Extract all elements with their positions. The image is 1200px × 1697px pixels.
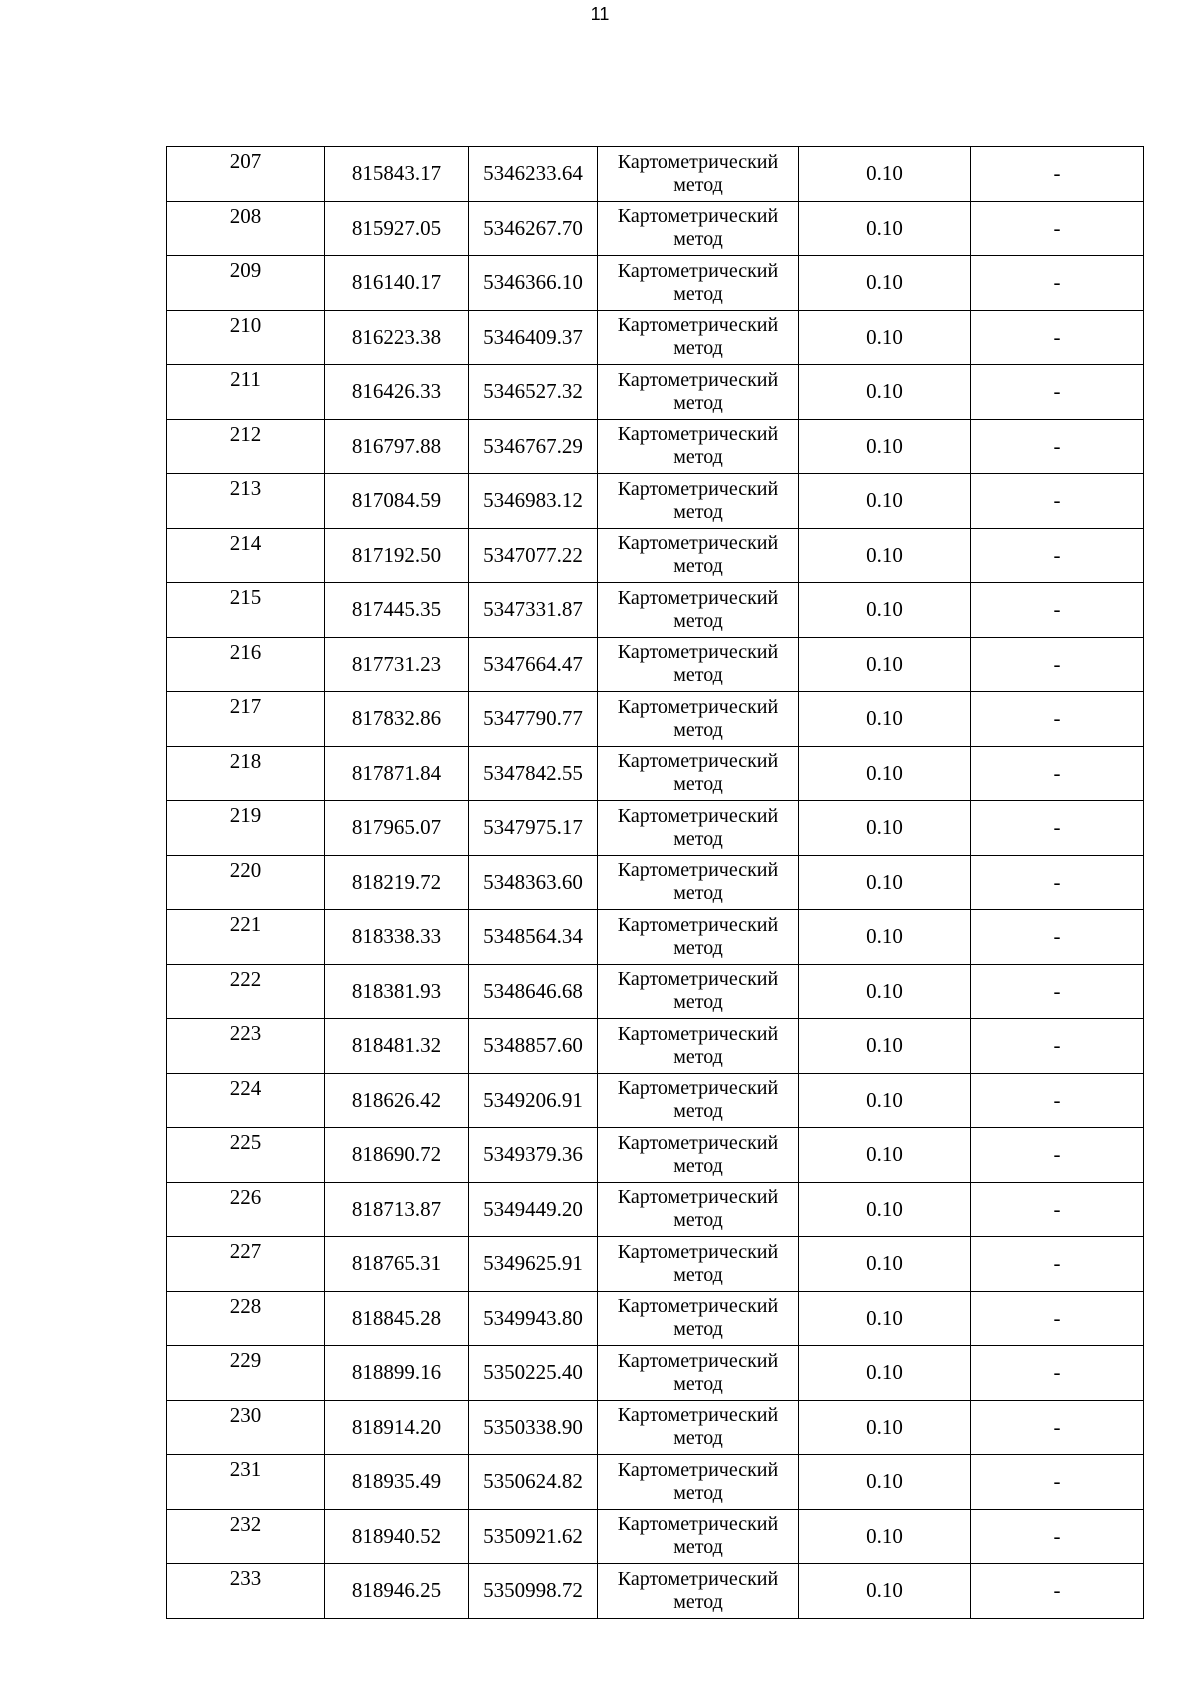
- point-number-cell: 211: [167, 365, 325, 420]
- method-cell: [598, 964, 799, 1019]
- method-line-2: метод: [673, 936, 723, 959]
- x-coordinate-cell: 818765.31: [325, 1237, 469, 1292]
- method-line-2: метод: [673, 827, 723, 850]
- method-cell: [598, 1182, 799, 1237]
- x-coordinate-cell: 818481.32: [325, 1019, 469, 1074]
- table-row: [167, 1400, 1144, 1455]
- method-line-1: Картометрический: [617, 477, 779, 500]
- accuracy-cell: 0.10: [799, 1073, 971, 1128]
- accuracy-cell: 0.10: [799, 365, 971, 420]
- y-coordinate-cell: 5348857.60: [469, 1019, 598, 1074]
- method-line-1: Картометрический: [617, 259, 779, 282]
- x-coordinate-cell: 815927.05: [325, 201, 469, 256]
- y-coordinate-cell: 5349206.91: [469, 1073, 598, 1128]
- table-row: [167, 910, 1144, 965]
- table-row: [167, 1073, 1144, 1128]
- coordinates-table: [166, 146, 1144, 1619]
- accuracy-cell: 0.10: [799, 692, 971, 747]
- method-line-2: метод: [673, 1318, 723, 1341]
- method-line-2: метод: [673, 337, 723, 360]
- method-cell: [598, 1455, 799, 1510]
- table-row: [167, 365, 1144, 420]
- x-coordinate-cell: 815843.17: [325, 147, 469, 202]
- method-cell: [598, 1400, 799, 1455]
- method-line-2: метод: [673, 609, 723, 632]
- point-number-cell: 208: [167, 201, 325, 256]
- table-row: [167, 855, 1144, 910]
- table-row: [167, 1019, 1144, 1074]
- method-cell: [598, 1128, 799, 1183]
- method-cell: [598, 1291, 799, 1346]
- method-line-2: метод: [673, 1209, 723, 1232]
- table-row: [167, 692, 1144, 747]
- method-cell: [598, 855, 799, 910]
- y-coordinate-cell: 5347331.87: [469, 583, 598, 638]
- accuracy-cell: 0.10: [799, 1346, 971, 1401]
- method-line-1: Картометрический: [617, 1295, 779, 1318]
- y-coordinate-cell: 5347842.55: [469, 746, 598, 801]
- y-coordinate-cell: 5346233.64: [469, 147, 598, 202]
- accuracy-cell: 0.10: [799, 474, 971, 529]
- method-cell: [598, 474, 799, 529]
- x-coordinate-cell: 817832.86: [325, 692, 469, 747]
- point-number-cell: 232: [167, 1509, 325, 1564]
- note-cell: -: [971, 583, 1144, 638]
- note-cell: -: [971, 1182, 1144, 1237]
- point-number-cell: 225: [167, 1128, 325, 1183]
- point-number-cell: 221: [167, 910, 325, 965]
- accuracy-cell: 0.10: [799, 310, 971, 365]
- x-coordinate-cell: 818338.33: [325, 910, 469, 965]
- note-cell: -: [971, 910, 1144, 965]
- point-number-cell: 212: [167, 419, 325, 474]
- method-line-2: метод: [673, 173, 723, 196]
- y-coordinate-cell: 5350624.82: [469, 1455, 598, 1510]
- point-number-cell: 220: [167, 855, 325, 910]
- method-line-1: Картометрический: [617, 423, 779, 446]
- y-coordinate-cell: 5346267.70: [469, 201, 598, 256]
- x-coordinate-cell: 818381.93: [325, 964, 469, 1019]
- note-cell: -: [971, 1564, 1144, 1619]
- method-line-1: Картометрический: [617, 1567, 779, 1590]
- table-row: [167, 528, 1144, 583]
- method-cell: [598, 201, 799, 256]
- table-row: [167, 419, 1144, 474]
- note-cell: -: [971, 419, 1144, 474]
- method-line-1: Картометрический: [617, 314, 779, 337]
- method-line-1: Картометрический: [617, 150, 779, 173]
- accuracy-cell: 0.10: [799, 528, 971, 583]
- point-number-cell: 213: [167, 474, 325, 529]
- table-row: [167, 1291, 1144, 1346]
- y-coordinate-cell: 5347975.17: [469, 801, 598, 856]
- y-coordinate-cell: 5349943.80: [469, 1291, 598, 1346]
- method-line-2: метод: [673, 500, 723, 523]
- method-line-2: метод: [673, 1481, 723, 1504]
- table-row: [167, 746, 1144, 801]
- accuracy-cell: 0.10: [799, 147, 971, 202]
- point-number-cell: 223: [167, 1019, 325, 1074]
- method-cell: [598, 365, 799, 420]
- method-cell: [598, 1019, 799, 1074]
- method-line-2: метод: [673, 391, 723, 414]
- method-line-2: метод: [673, 991, 723, 1014]
- table-row: [167, 1455, 1144, 1510]
- x-coordinate-cell: 818690.72: [325, 1128, 469, 1183]
- x-coordinate-cell: 818845.28: [325, 1291, 469, 1346]
- note-cell: -: [971, 528, 1144, 583]
- method-cell: [598, 583, 799, 638]
- accuracy-cell: 0.10: [799, 964, 971, 1019]
- table-row: [167, 310, 1144, 365]
- x-coordinate-cell: 818713.87: [325, 1182, 469, 1237]
- point-number-cell: 224: [167, 1073, 325, 1128]
- x-coordinate-cell: 818219.72: [325, 855, 469, 910]
- method-cell: [598, 256, 799, 311]
- accuracy-cell: 0.10: [799, 1400, 971, 1455]
- note-cell: -: [971, 637, 1144, 692]
- note-cell: -: [971, 1509, 1144, 1564]
- note-cell: -: [971, 1073, 1144, 1128]
- point-number-cell: 217: [167, 692, 325, 747]
- method-line-1: Картометрический: [617, 859, 779, 882]
- method-line-1: Картометрический: [617, 641, 779, 664]
- accuracy-cell: 0.10: [799, 1019, 971, 1074]
- accuracy-cell: 0.10: [799, 1509, 971, 1564]
- note-cell: -: [971, 746, 1144, 801]
- x-coordinate-cell: 817192.50: [325, 528, 469, 583]
- note-cell: -: [971, 1291, 1144, 1346]
- y-coordinate-cell: 5348363.60: [469, 855, 598, 910]
- method-line-2: метод: [673, 446, 723, 469]
- accuracy-cell: 0.10: [799, 637, 971, 692]
- method-line-1: Картометрический: [617, 368, 779, 391]
- x-coordinate-cell: 816140.17: [325, 256, 469, 311]
- page-number: 11: [590, 4, 610, 24]
- point-number-cell: 214: [167, 528, 325, 583]
- table-row: [167, 1346, 1144, 1401]
- x-coordinate-cell: 817084.59: [325, 474, 469, 529]
- method-line-2: метод: [673, 228, 723, 251]
- point-number-cell: 230: [167, 1400, 325, 1455]
- table-row: [167, 1182, 1144, 1237]
- method-line-2: метод: [673, 1263, 723, 1286]
- method-cell: [598, 147, 799, 202]
- method-line-1: Картометрический: [617, 804, 779, 827]
- point-number-cell: 231: [167, 1455, 325, 1510]
- point-number-cell: 229: [167, 1346, 325, 1401]
- method-line-2: метод: [673, 882, 723, 905]
- table-row: [167, 1237, 1144, 1292]
- table-row: [167, 201, 1144, 256]
- point-number-cell: 222: [167, 964, 325, 1019]
- y-coordinate-cell: 5346409.37: [469, 310, 598, 365]
- table-row: [167, 1509, 1144, 1564]
- method-cell: [598, 692, 799, 747]
- x-coordinate-cell: 818626.42: [325, 1073, 469, 1128]
- method-cell: [598, 637, 799, 692]
- method-cell: [598, 1509, 799, 1564]
- table-row: [167, 964, 1144, 1019]
- x-coordinate-cell: 818946.25: [325, 1564, 469, 1619]
- y-coordinate-cell: 5347077.22: [469, 528, 598, 583]
- method-line-2: метод: [673, 1590, 723, 1613]
- point-number-cell: 228: [167, 1291, 325, 1346]
- point-number-cell: 233: [167, 1564, 325, 1619]
- method-line-1: Картометрический: [617, 1022, 779, 1045]
- x-coordinate-cell: 816797.88: [325, 419, 469, 474]
- accuracy-cell: 0.10: [799, 746, 971, 801]
- note-cell: -: [971, 310, 1144, 365]
- accuracy-cell: 0.10: [799, 1291, 971, 1346]
- y-coordinate-cell: 5349625.91: [469, 1237, 598, 1292]
- method-cell: [598, 910, 799, 965]
- y-coordinate-cell: 5348646.68: [469, 964, 598, 1019]
- method-line-2: метод: [673, 664, 723, 687]
- y-coordinate-cell: 5349379.36: [469, 1128, 598, 1183]
- point-number-cell: 210: [167, 310, 325, 365]
- accuracy-cell: 0.10: [799, 1182, 971, 1237]
- method-cell: [598, 1237, 799, 1292]
- y-coordinate-cell: 5346983.12: [469, 474, 598, 529]
- y-coordinate-cell: 5349449.20: [469, 1182, 598, 1237]
- y-coordinate-cell: 5350338.90: [469, 1400, 598, 1455]
- note-cell: -: [971, 855, 1144, 910]
- x-coordinate-cell: 818914.20: [325, 1400, 469, 1455]
- point-number-cell: 216: [167, 637, 325, 692]
- table-row: [167, 1128, 1144, 1183]
- point-number-cell: 226: [167, 1182, 325, 1237]
- y-coordinate-cell: 5350921.62: [469, 1509, 598, 1564]
- note-cell: -: [971, 365, 1144, 420]
- accuracy-cell: 0.10: [799, 1128, 971, 1183]
- note-cell: -: [971, 256, 1144, 311]
- x-coordinate-cell: 818935.49: [325, 1455, 469, 1510]
- y-coordinate-cell: 5346767.29: [469, 419, 598, 474]
- note-cell: -: [971, 1128, 1144, 1183]
- x-coordinate-cell: 817871.84: [325, 746, 469, 801]
- point-number-cell: 209: [167, 256, 325, 311]
- method-cell: [598, 528, 799, 583]
- method-cell: [598, 746, 799, 801]
- x-coordinate-cell: 817965.07: [325, 801, 469, 856]
- table-row: [167, 637, 1144, 692]
- y-coordinate-cell: 5350225.40: [469, 1346, 598, 1401]
- note-cell: -: [971, 1400, 1144, 1455]
- method-line-1: Картометрический: [617, 586, 779, 609]
- x-coordinate-cell: 816426.33: [325, 365, 469, 420]
- y-coordinate-cell: 5350998.72: [469, 1564, 598, 1619]
- point-number-cell: 219: [167, 801, 325, 856]
- note-cell: -: [971, 1346, 1144, 1401]
- point-number-cell: 215: [167, 583, 325, 638]
- note-cell: -: [971, 1455, 1144, 1510]
- table-row: [167, 801, 1144, 856]
- y-coordinate-cell: 5347790.77: [469, 692, 598, 747]
- method-line-2: метод: [673, 1100, 723, 1123]
- x-coordinate-cell: 816223.38: [325, 310, 469, 365]
- accuracy-cell: 0.10: [799, 1237, 971, 1292]
- method-line-2: метод: [673, 282, 723, 305]
- x-coordinate-cell: 818899.16: [325, 1346, 469, 1401]
- x-coordinate-cell: 817445.35: [325, 583, 469, 638]
- method-line-1: Картометрический: [617, 1349, 779, 1372]
- method-line-1: Картометрический: [617, 532, 779, 555]
- table-row: [167, 583, 1144, 638]
- method-line-1: Картометрический: [617, 695, 779, 718]
- table-row: [167, 474, 1144, 529]
- coordinates-table-body: [167, 147, 1144, 1619]
- accuracy-cell: 0.10: [799, 1564, 971, 1619]
- method-line-2: метод: [673, 773, 723, 796]
- method-line-1: Картометрический: [617, 1513, 779, 1536]
- accuracy-cell: 0.10: [799, 201, 971, 256]
- x-coordinate-cell: 817731.23: [325, 637, 469, 692]
- method-line-1: Картометрический: [617, 1240, 779, 1263]
- note-cell: -: [971, 1019, 1144, 1074]
- method-line-1: Картометрический: [617, 1186, 779, 1209]
- point-number-cell: 227: [167, 1237, 325, 1292]
- method-cell: [598, 310, 799, 365]
- method-line-2: метод: [673, 1536, 723, 1559]
- note-cell: -: [971, 1237, 1144, 1292]
- point-number-cell: 207: [167, 147, 325, 202]
- table-row: [167, 147, 1144, 202]
- method-line-1: Картометрический: [617, 913, 779, 936]
- note-cell: -: [971, 692, 1144, 747]
- method-cell: [598, 1073, 799, 1128]
- method-line-1: Картометрический: [617, 968, 779, 991]
- accuracy-cell: 0.10: [799, 910, 971, 965]
- method-cell: [598, 1564, 799, 1619]
- note-cell: -: [971, 474, 1144, 529]
- method-cell: [598, 419, 799, 474]
- accuracy-cell: 0.10: [799, 419, 971, 474]
- method-line-1: Картометрический: [617, 1077, 779, 1100]
- note-cell: -: [971, 147, 1144, 202]
- x-coordinate-cell: 818940.52: [325, 1509, 469, 1564]
- accuracy-cell: 0.10: [799, 801, 971, 856]
- method-line-2: метод: [673, 1154, 723, 1177]
- method-line-1: Картометрический: [617, 1131, 779, 1154]
- method-line-2: метод: [673, 718, 723, 741]
- method-line-2: метод: [673, 1372, 723, 1395]
- accuracy-cell: 0.10: [799, 583, 971, 638]
- method-line-2: метод: [673, 1427, 723, 1450]
- accuracy-cell: 0.10: [799, 855, 971, 910]
- accuracy-cell: 0.10: [799, 256, 971, 311]
- y-coordinate-cell: 5346527.32: [469, 365, 598, 420]
- method-line-2: метод: [673, 1045, 723, 1068]
- note-cell: -: [971, 964, 1144, 1019]
- y-coordinate-cell: 5348564.34: [469, 910, 598, 965]
- method-line-1: Картометрический: [617, 1458, 779, 1481]
- y-coordinate-cell: 5347664.47: [469, 637, 598, 692]
- note-cell: -: [971, 801, 1144, 856]
- method-cell: [598, 801, 799, 856]
- y-coordinate-cell: 5346366.10: [469, 256, 598, 311]
- method-cell: [598, 1346, 799, 1401]
- method-line-2: метод: [673, 555, 723, 578]
- table-row: [167, 256, 1144, 311]
- note-cell: -: [971, 201, 1144, 256]
- point-number-cell: 218: [167, 746, 325, 801]
- accuracy-cell: 0.10: [799, 1455, 971, 1510]
- table-row: [167, 1564, 1144, 1619]
- method-line-1: Картометрический: [617, 205, 779, 228]
- method-line-1: Картометрический: [617, 1404, 779, 1427]
- method-line-1: Картометрический: [617, 750, 779, 773]
